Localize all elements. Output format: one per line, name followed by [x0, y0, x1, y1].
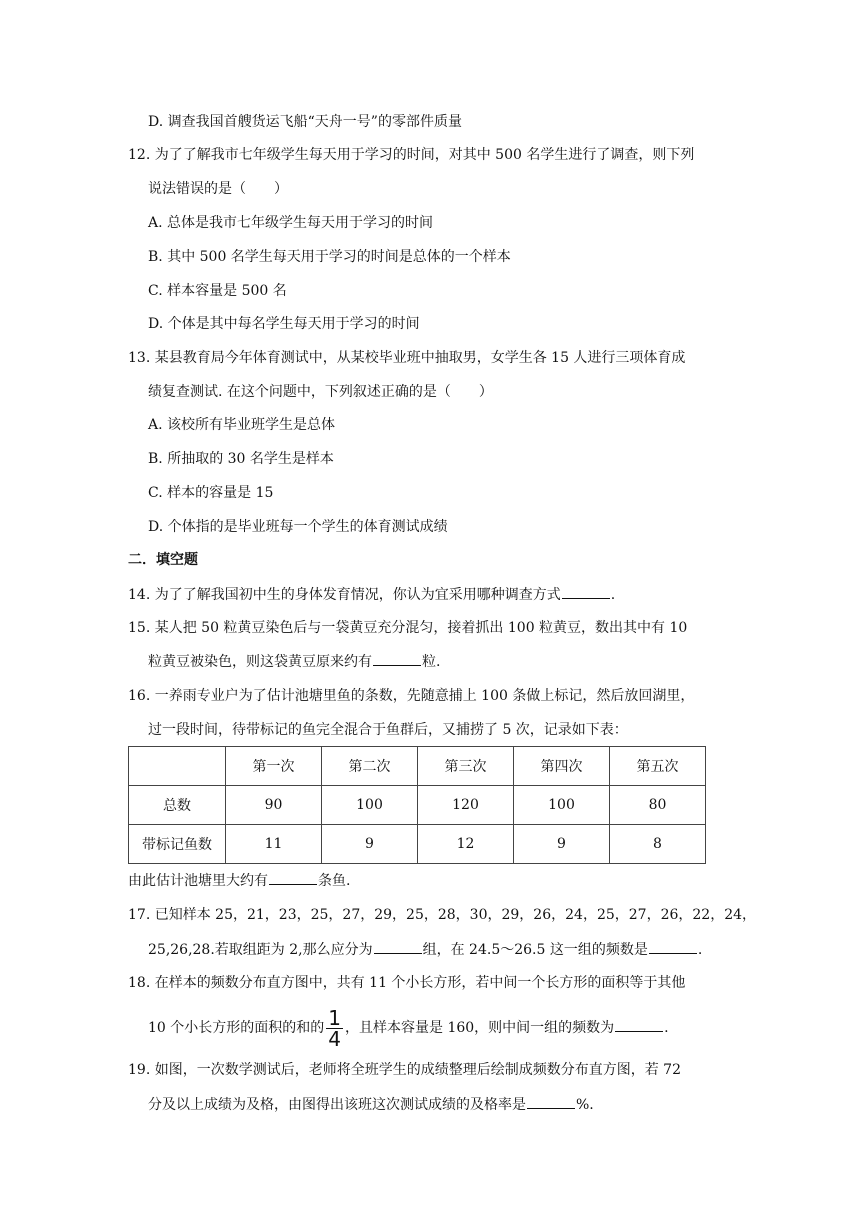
table-cell: 12	[418, 825, 514, 864]
q17-stem-line2	[148, 939, 702, 960]
q19-stem-line2	[148, 1094, 594, 1115]
q12-option-b: B. 其中 500 名学生每天用于学习的时间是总体的一个样本	[148, 249, 511, 265]
answer-blank[interactable]	[373, 651, 421, 666]
table-cell: 80	[610, 786, 706, 825]
q18-text-end: .	[664, 1020, 669, 1036]
table-cell: 90	[226, 786, 322, 825]
q14-stem	[128, 584, 615, 605]
table-cell: 120	[418, 786, 514, 825]
fish-record-table	[128, 746, 706, 864]
table-cell: 总数	[129, 786, 226, 825]
q17-text: 组，在 24.5～26.5 这一组的频数是	[422, 942, 648, 958]
table-cell: 8	[610, 825, 706, 864]
table-header-cell: 第一次	[226, 747, 322, 786]
table-cell: 9	[322, 825, 418, 864]
q15-stem-line1: 15. 某人把 50 粒黄豆染色后与一袋黄豆充分混匀，接着抓出 100 粒黄豆，数出其中有 10	[128, 620, 688, 636]
q16-text: 由此估计池塘里大约有	[128, 873, 268, 889]
table-header-cell	[129, 747, 226, 786]
fraction-numerator: 1	[328, 1005, 341, 1030]
table-header-row	[129, 747, 706, 786]
table-header-cell: 第四次	[514, 747, 610, 786]
q18-stem-line2	[148, 1004, 669, 1052]
q13-stem-line2: 绩复查测试. 在这个问题中，下列叙述正确的是（ ）	[148, 384, 493, 400]
fraction-denominator: 4	[328, 1026, 341, 1051]
table-row	[129, 786, 706, 825]
q17-stem-line1: 17. 已知样本 25，21，23，25，27，29，25，28，30，29，26，24，25，27，26，22，24，	[128, 907, 757, 923]
table-row	[129, 825, 706, 864]
q13-stem-line1: 13. 某县教育局今年体育测试中，从某校毕业班中抽取男，女学生各 15 人进行三项体育成	[128, 350, 686, 366]
q18-text: 10 个小长方形的面积的和的	[148, 1020, 325, 1036]
q19-text: 分及以上成绩为及格，由图得出该班这次测试成绩的及格率是	[148, 1097, 526, 1113]
q18-text: ，且样本容量是 160，则中间一组的频数为	[345, 1020, 615, 1036]
answer-blank[interactable]	[615, 1017, 663, 1032]
q16-stem-line2: 过一段时间，待带标记的鱼完全混合于鱼群后，又捕捞了 5 次，记录如下表：	[148, 722, 628, 738]
q17-text: 25,26,28.若取组距为 2,那么应分为	[148, 942, 373, 958]
answer-blank[interactable]	[269, 870, 317, 885]
answer-blank[interactable]	[562, 584, 610, 599]
q12-option-c: C. 样本容量是 500 名	[148, 283, 287, 299]
q15-text: 粒黄豆被染色，则这袋黄豆原来约有	[148, 654, 372, 670]
q12-stem-line2: 说法错误的是（ ）	[148, 181, 288, 197]
table-cell: 100	[322, 786, 418, 825]
q13-option-b: B. 所抽取的 30 名学生是样本	[148, 451, 334, 467]
q12-stem-line1: 12. 为了了解我市七年级学生每天用于学习的时间，对其中 500 名学生进行了调查，则下列	[128, 147, 695, 163]
table-header-cell: 第五次	[610, 747, 706, 786]
q17-text-end: .	[697, 942, 703, 958]
q14-text-end: .	[610, 587, 616, 603]
table-cell: 100	[514, 786, 610, 825]
table-cell: 11	[226, 825, 322, 864]
q12-option-a: A. 总体是我市七年级学生每天用于学习的时间	[148, 215, 434, 231]
q13-option-d: D. 个体指的是毕业班每一个学生的体育测试成绩	[148, 519, 448, 535]
q13-option-a: A. 该校所有毕业班学生是总体	[148, 417, 336, 433]
q15-stem-line2	[148, 651, 440, 672]
q16-text-end: 条鱼.	[318, 873, 351, 889]
section-title-fill-blank: 二．填空题	[128, 552, 198, 568]
answer-blank[interactable]	[649, 939, 697, 954]
answer-blank[interactable]	[374, 939, 422, 954]
q19-stem-line1: 19. 如图，一次数学测试后，老师将全班学生的成绩整理后绘制成频数分布直方图，若 72	[128, 1062, 681, 1078]
q12-option-d: D. 个体是其中每名学生每天用于学习的时间	[148, 316, 420, 332]
answer-blank[interactable]	[527, 1094, 575, 1109]
q18-stem-line1: 18. 在样本的频数分布直方图中，共有 11 个小长方形，若中间一个长方形的面积等于其他	[128, 975, 686, 991]
table-header-cell: 第三次	[418, 747, 514, 786]
q11-option-d: D. 调查我国首艘货运飞船“天舟一号”的零部件质量	[148, 114, 462, 130]
q16-stem-line1: 16. 一养雨专业户为了估计池塘里鱼的条数，先随意捕上 100 条做上标记，然后放回湖里，	[128, 688, 695, 704]
table-cell: 9	[514, 825, 610, 864]
table-cell: 带标记鱼数	[129, 825, 226, 864]
q19-text-end: %.	[576, 1097, 594, 1113]
q14-text: 14. 为了了解我国初中生的身体发育情况，你认为宜采用哪种调查方式	[128, 587, 561, 603]
q15-text-end: 粒.	[422, 654, 441, 670]
q16-conclusion	[128, 870, 350, 891]
fraction	[326, 1005, 343, 1051]
q13-option-c: C. 样本的容量是 15	[148, 485, 274, 501]
table-header-cell: 第二次	[322, 747, 418, 786]
